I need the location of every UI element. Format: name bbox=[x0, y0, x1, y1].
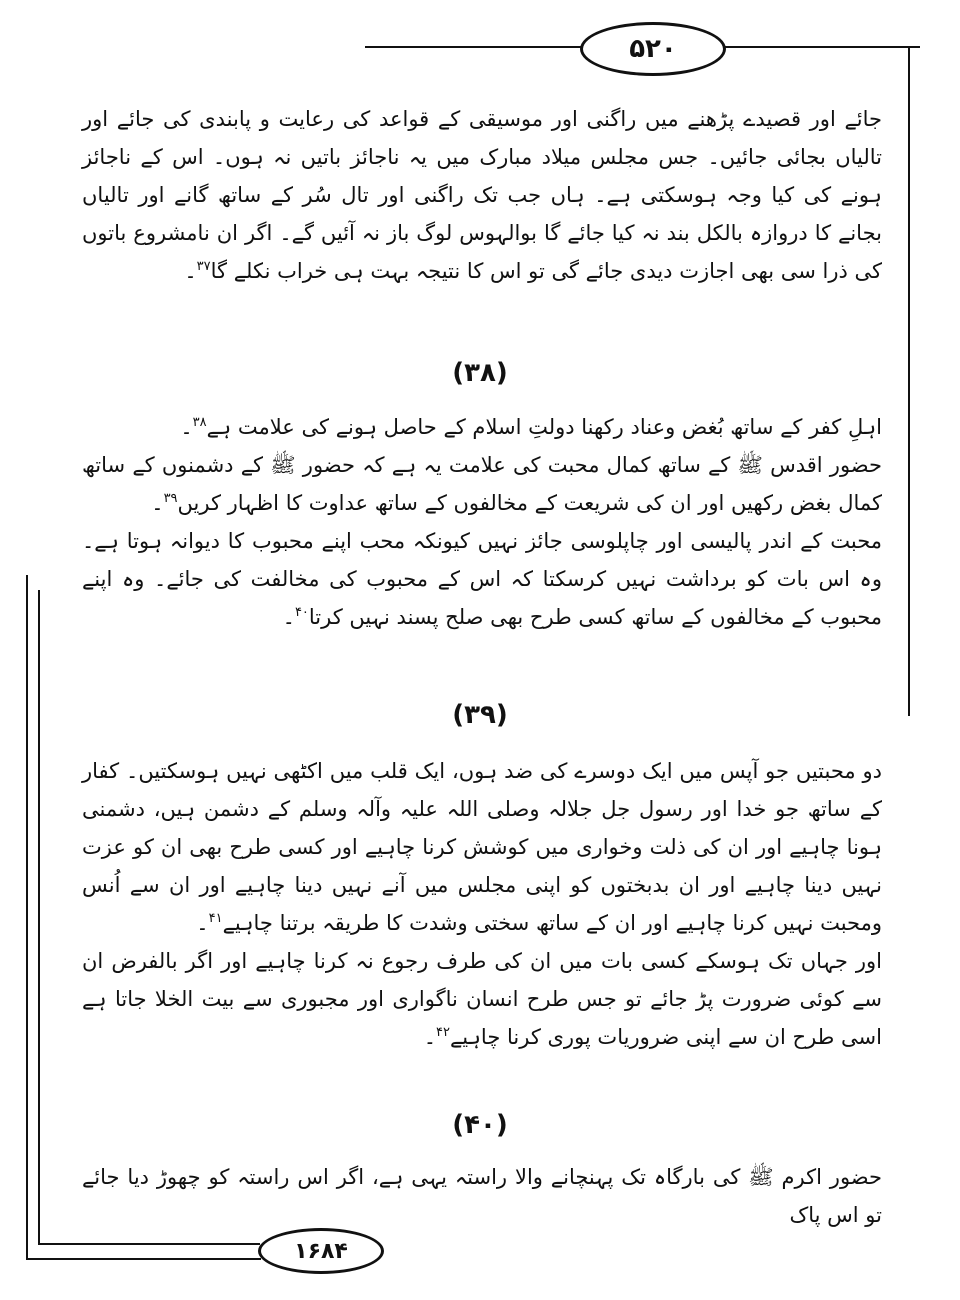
footnote-ref-39: ۳۹ bbox=[163, 491, 178, 506]
paragraph-3: حضور اقدس ﷺ کے ساتھ کمال محبت کی علامت یہ ہے کہ حضور ﷺ کے دشمنوں کے ساتھ کمال بغض رکھیں اور ان کی شریعت کے مخالفوں کے ساتھ عداوت کا اظہار کریں$^{۳۹}$۔ bbox=[82, 453, 882, 515]
section-heading-38: (۳۸) bbox=[452, 358, 508, 388]
section-heading-40: (۴۰) bbox=[452, 1110, 508, 1140]
paragraph-4: محبت کے اندر پالیسی اور چاپلوسی جائز نہیں کیونکہ محب اپنے محبوب کا دیوانہ ہوتا ہے۔ وہ اس بات کو برداشت نہیں کرسکتا کہ اس کے محبوب کی مخالفت کی جائے۔ وہ اپنے محبوب کے مخالفوں کے ساتھ کسی طرح بھی صلح پسند نہیں کرتا$^{۴۰}$۔ bbox=[82, 529, 882, 629]
text-block-4 bbox=[82, 1158, 882, 1234]
frame-bottom-inner-line bbox=[38, 1243, 260, 1245]
frame-bottom-outer-line bbox=[26, 1258, 261, 1260]
paragraph-7: حضور اکرم ﷺ کی بارگاہ تک پہنچانے والا راستہ یہی ہے، اگر اس راستہ کو چھوڑ دیا جائے تو اس پاک bbox=[82, 1165, 882, 1227]
frame-left-outer-line bbox=[26, 575, 28, 1260]
text-block-2 bbox=[82, 408, 882, 636]
footnote-ref-38: ۳۸ bbox=[192, 415, 207, 430]
footnote-ref-37: ۳۷ bbox=[196, 259, 211, 274]
paragraph-1: جائے اور قصیدے پڑھنے میں راگنی اور موسیقی کے قواعد کی رعایت و پابندی کی جائے اور تالیاں بجائی جائیں۔ جس مجلس میلاد مبارک میں یہ ناجائز باتیں نہ ہوں۔ اس کے ناجائز ہونے کی کیا وجہ ہوسکتی ہے۔ ہاں جب تک راگنی اور تال سُر کے ساتھ گانے اور تالیاں بجانے کا دروازہ بالکل بند نہ کیا جائے گا بوالہوس لوگ باز نہ آئیں گے۔ اگر ان نامشروع باتوں کی ذرا سی بھی اجازت دیدی جائے گی تو اس کا نتیجہ بہت ہی خراب نکلے گا$^{۳۷}$۔ bbox=[82, 107, 882, 283]
text-block-1 bbox=[82, 100, 882, 290]
footnote-ref-42: ۴۲ bbox=[436, 1025, 450, 1040]
paragraph-5: دو محبتیں جو آپس میں ایک دوسرے کی ضد ہوں، ایک قلب میں اکٹھی نہیں ہوسکتیں۔ کفار کے ساتھ جو خدا اور رسول جل جلالہ وصلی اللہ علیہ وآلہ وسلم کے دشمن ہیں، دشمنی ہونا چاہیے اور ان کی ذلت وخواری میں کوشش کرنا چاہیے اور کسی طرح بھی ان کو عزت نہیں دینا چاہیے اور ان بدبختوں کو اپنی مجلس میں آنے نہیں دینا چاہیے اور ان سے اُنس ومحبت نہیں کرنا چاہیے اور ان کے ساتھ سختی وشدت کا طریقہ برتنا چاہیے$^{۴۱}$۔ bbox=[82, 759, 882, 935]
header-page-number: ۵۲۰ bbox=[580, 22, 726, 76]
footnote-ref-41: ۴۱ bbox=[208, 911, 223, 926]
section-heading-39: (۳۹) bbox=[452, 700, 508, 730]
frame-left-inner-line bbox=[38, 590, 40, 1245]
paragraph-6: اور جہاں تک ہوسکے کسی بات میں ان کی طرف رجوع نہ کرنا چاہیے اور اگر بالفرض ان سے کوئی ضرورت پڑ جائے تو جس طرح انسان ناگواری اور مجبوری سے بیت الخلا جاتا ہے اسی طرح ان سے اپنی ضروریات پوری کرنا چاہیے$^{۴۲}$۔ bbox=[82, 949, 882, 1049]
footer-page-number: ۱۶۸۴ bbox=[258, 1228, 384, 1274]
paragraph-2: اہلِ کفر کے ساتھ بُغض وعناد رکھنا دولتِ اسلام کے حاصل ہونے کی علامت ہے$^{۳۸}$۔ bbox=[180, 415, 882, 439]
text-block-3 bbox=[82, 752, 882, 1056]
footnote-ref-40: ۴۰ bbox=[294, 605, 309, 620]
